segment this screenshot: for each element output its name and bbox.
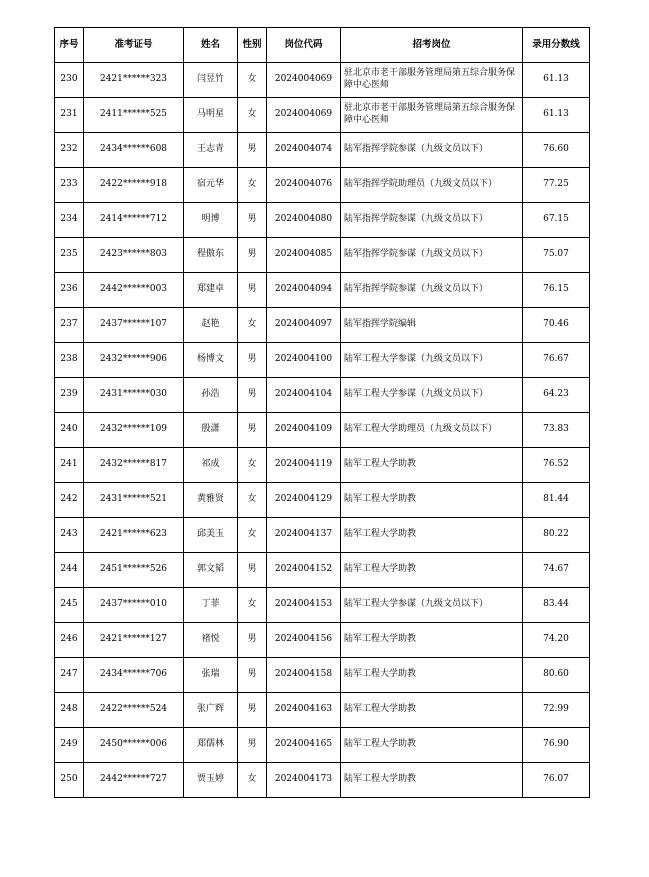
cell-index: 235	[55, 238, 84, 273]
cell-post: 陆军工程大学助教	[341, 553, 523, 588]
cell-score: 64.23	[523, 378, 590, 413]
cell-score: 74.20	[523, 623, 590, 658]
cell-post: 陆军工程大学参谋（九级文员以下）	[341, 378, 523, 413]
cell-gender: 男	[238, 413, 267, 448]
table-row	[55, 763, 590, 798]
cell-exam-id: 2442******003	[84, 273, 184, 308]
cell-gender: 男	[238, 343, 267, 378]
cell-post: 陆军工程大学助教	[341, 728, 523, 763]
cell-post: 陆军工程大学助教	[341, 623, 523, 658]
cell-index: 238	[55, 343, 84, 378]
cell-score: 76.07	[523, 763, 590, 798]
table-row	[55, 203, 590, 238]
cell-index: 237	[55, 308, 84, 343]
cell-score: 76.90	[523, 728, 590, 763]
cell-post: 陆军工程大学助教	[341, 518, 523, 553]
cell-index: 244	[55, 553, 84, 588]
cell-gender: 男	[238, 238, 267, 273]
cell-name: 邱美玉	[184, 518, 238, 553]
cell-name: 张广辉	[184, 693, 238, 728]
cell-post: 陆军工程大学助教	[341, 763, 523, 798]
cell-name: 宿元华	[184, 168, 238, 203]
cell-index: 239	[55, 378, 84, 413]
table-row	[55, 728, 590, 763]
table-row	[55, 658, 590, 693]
cell-post-code: 2024004163	[267, 693, 341, 728]
cell-post: 陆军工程大学助教	[341, 693, 523, 728]
cell-exam-id: 2423******803	[84, 238, 184, 273]
cell-index: 233	[55, 168, 84, 203]
cell-score: 80.22	[523, 518, 590, 553]
cell-post-code: 2024004158	[267, 658, 341, 693]
cell-index: 242	[55, 483, 84, 518]
cell-post: 驻北京市老干部服务管理局第五综合服务保障中心医师	[341, 63, 523, 98]
table-row	[55, 693, 590, 728]
table-row	[55, 553, 590, 588]
cell-post: 陆军工程大学参谋（九级文员以下）	[341, 343, 523, 378]
cell-score: 81.44	[523, 483, 590, 518]
cell-post: 陆军指挥学院参谋（九级文员以下）	[341, 238, 523, 273]
cell-post-code: 2024004137	[267, 518, 341, 553]
table-row	[55, 98, 590, 133]
cell-gender: 女	[238, 168, 267, 203]
cell-exam-id: 2432******817	[84, 448, 184, 483]
table-row	[55, 168, 590, 203]
cell-exam-id: 2434******608	[84, 133, 184, 168]
cell-name: 赵艳	[184, 308, 238, 343]
cell-post-code: 2024004076	[267, 168, 341, 203]
cell-gender: 女	[238, 63, 267, 98]
cell-exam-id: 2442******727	[84, 763, 184, 798]
header-cell: 录用分数线	[523, 28, 590, 63]
cell-exam-id: 2437******010	[84, 588, 184, 623]
cell-exam-id: 2422******918	[84, 168, 184, 203]
cell-exam-id: 2431******521	[84, 483, 184, 518]
cell-name: 杨博文	[184, 343, 238, 378]
cell-exam-id: 2421******127	[84, 623, 184, 658]
cell-index: 243	[55, 518, 84, 553]
cell-name: 张瑞	[184, 658, 238, 693]
cell-name: 孙浩	[184, 378, 238, 413]
cell-name: 明博	[184, 203, 238, 238]
cell-name: 马明星	[184, 98, 238, 133]
table-row	[55, 273, 590, 308]
cell-score: 72.99	[523, 693, 590, 728]
cell-index: 245	[55, 588, 84, 623]
cell-post-code: 2024004165	[267, 728, 341, 763]
table-row	[55, 623, 590, 658]
cell-exam-id: 2414******712	[84, 203, 184, 238]
table-row	[55, 343, 590, 378]
cell-post-code: 2024004109	[267, 413, 341, 448]
cell-post: 陆军指挥学院参谋（九级文员以下）	[341, 133, 523, 168]
cell-gender: 男	[238, 133, 267, 168]
cell-post: 陆军工程大学助教	[341, 448, 523, 483]
cell-post: 陆军指挥学院编辑	[341, 308, 523, 343]
cell-name: 贾玉婷	[184, 763, 238, 798]
cell-gender: 男	[238, 658, 267, 693]
cell-gender: 女	[238, 588, 267, 623]
table-row	[55, 588, 590, 623]
table-row	[55, 518, 590, 553]
cell-index: 230	[55, 63, 84, 98]
cell-post: 陆军工程大学参谋（九级文员以下）	[341, 588, 523, 623]
cell-score: 76.52	[523, 448, 590, 483]
cell-post-code: 2024004153	[267, 588, 341, 623]
cell-post-code: 2024004129	[267, 483, 341, 518]
cell-post: 驻北京市老干部服务管理局第五综合服务保障中心医师	[341, 98, 523, 133]
header-cell: 招考岗位	[341, 28, 523, 63]
table-header-row	[55, 28, 590, 63]
cell-post-code: 2024004119	[267, 448, 341, 483]
cell-name: 祁成	[184, 448, 238, 483]
cell-gender: 男	[238, 553, 267, 588]
cell-name: 郭文韬	[184, 553, 238, 588]
cell-index: 246	[55, 623, 84, 658]
table-row	[55, 483, 590, 518]
cell-post: 陆军工程大学助教	[341, 658, 523, 693]
cell-gender: 女	[238, 763, 267, 798]
cell-post-code: 2024004156	[267, 623, 341, 658]
cell-index: 241	[55, 448, 84, 483]
cell-exam-id: 2434******706	[84, 658, 184, 693]
table-row	[55, 238, 590, 273]
cell-name: 郑儒林	[184, 728, 238, 763]
cell-gender: 男	[238, 693, 267, 728]
admission-table	[54, 27, 590, 798]
cell-post-code: 2024004069	[267, 98, 341, 133]
cell-score: 77.25	[523, 168, 590, 203]
cell-post-code: 2024004097	[267, 308, 341, 343]
cell-post-code: 2024004152	[267, 553, 341, 588]
cell-exam-id: 2451******526	[84, 553, 184, 588]
cell-gender: 女	[238, 483, 267, 518]
cell-exam-id: 2432******109	[84, 413, 184, 448]
cell-exam-id: 2421******623	[84, 518, 184, 553]
cell-index: 231	[55, 98, 84, 133]
table-row	[55, 448, 590, 483]
cell-name: 丁菲	[184, 588, 238, 623]
cell-gender: 男	[238, 623, 267, 658]
cell-score: 70.46	[523, 308, 590, 343]
cell-index: 234	[55, 203, 84, 238]
cell-score: 76.60	[523, 133, 590, 168]
cell-exam-id: 2431******030	[84, 378, 184, 413]
cell-score: 67.15	[523, 203, 590, 238]
cell-index: 232	[55, 133, 84, 168]
cell-name: 殷潇	[184, 413, 238, 448]
cell-exam-id: 2411******525	[84, 98, 184, 133]
cell-index: 240	[55, 413, 84, 448]
cell-name: 程傲东	[184, 238, 238, 273]
cell-gender: 女	[238, 518, 267, 553]
cell-gender: 女	[238, 308, 267, 343]
cell-index: 250	[55, 763, 84, 798]
cell-score: 61.13	[523, 63, 590, 98]
cell-post: 陆军工程大学助教	[341, 483, 523, 518]
table-row	[55, 63, 590, 98]
cell-gender: 女	[238, 448, 267, 483]
cell-post-code: 2024004094	[267, 273, 341, 308]
cell-exam-id: 2422******524	[84, 693, 184, 728]
table-row	[55, 308, 590, 343]
cell-post: 陆军工程大学助理员（九级文员以下）	[341, 413, 523, 448]
cell-name: 郑建卓	[184, 273, 238, 308]
cell-post-code: 2024004074	[267, 133, 341, 168]
header-cell: 岗位代码	[267, 28, 341, 63]
cell-index: 248	[55, 693, 84, 728]
table-row	[55, 413, 590, 448]
cell-post-code: 2024004069	[267, 63, 341, 98]
table-row	[55, 378, 590, 413]
header-cell: 姓名	[184, 28, 238, 63]
table-row	[55, 133, 590, 168]
cell-score: 73.83	[523, 413, 590, 448]
cell-name: 褚悦	[184, 623, 238, 658]
cell-score: 76.15	[523, 273, 590, 308]
cell-index: 236	[55, 273, 84, 308]
cell-gender: 女	[238, 98, 267, 133]
cell-name: 闫昱竹	[184, 63, 238, 98]
cell-post: 陆军指挥学院参谋（九级文员以下）	[341, 273, 523, 308]
cell-post-code: 2024004080	[267, 203, 341, 238]
cell-score: 83.44	[523, 588, 590, 623]
cell-post-code: 2024004173	[267, 763, 341, 798]
cell-post: 陆军指挥学院参谋（九级文员以下）	[341, 203, 523, 238]
cell-score: 74.67	[523, 553, 590, 588]
header-cell: 性别	[238, 28, 267, 63]
cell-name: 黄雅贤	[184, 483, 238, 518]
cell-exam-id: 2450******006	[84, 728, 184, 763]
cell-score: 76.67	[523, 343, 590, 378]
cell-score: 80.60	[523, 658, 590, 693]
cell-gender: 男	[238, 728, 267, 763]
cell-gender: 男	[238, 273, 267, 308]
cell-exam-id: 2421******323	[84, 63, 184, 98]
cell-gender: 男	[238, 378, 267, 413]
cell-post-code: 2024004085	[267, 238, 341, 273]
cell-exam-id: 2432******906	[84, 343, 184, 378]
cell-post: 陆军指挥学院助理员（九级文员以下）	[341, 168, 523, 203]
cell-gender: 男	[238, 203, 267, 238]
cell-index: 249	[55, 728, 84, 763]
cell-post-code: 2024004104	[267, 378, 341, 413]
header-cell: 准考证号	[84, 28, 184, 63]
cell-index: 247	[55, 658, 84, 693]
cell-score: 61.13	[523, 98, 590, 133]
cell-exam-id: 2437******107	[84, 308, 184, 343]
header-cell: 序号	[55, 28, 84, 63]
cell-post-code: 2024004100	[267, 343, 341, 378]
cell-score: 75.07	[523, 238, 590, 273]
cell-name: 王志青	[184, 133, 238, 168]
